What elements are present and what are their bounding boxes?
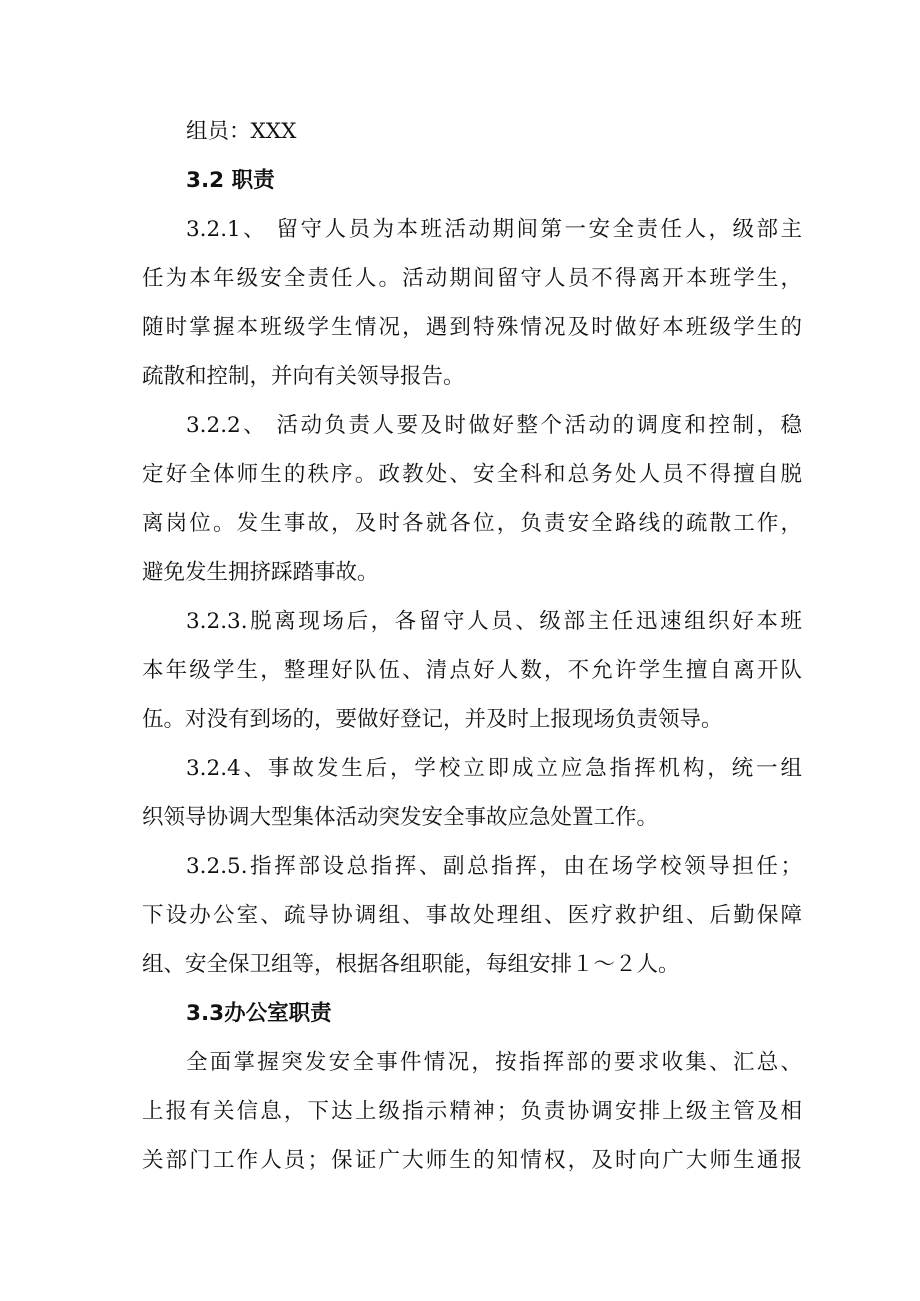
paragraph-3-3-line: 上报有关信息，下达上级指示精神；负责协调安排上级主管及相 bbox=[142, 1099, 802, 1124]
paragraph-3-2-4-line: 3.2.4、事故发生后，学校立即成立应急指挥机构，统一组 bbox=[186, 756, 802, 781]
section-heading-3-3: 3.3办公室职责 bbox=[186, 1001, 332, 1026]
paragraph-3-2-5-line: 下设办公室、疏导协调组、事故处理组、医疗救护组、后勤保障 bbox=[142, 903, 802, 928]
paragraph-3-2-2-line: 定好全体师生的秩序。政教处、安全科和总务处人员不得擅自脱 bbox=[142, 462, 802, 487]
paragraph-3-2-1-line: 随时掌握本班级学生情况，遇到特殊情况及时做好本班级学生的 bbox=[142, 315, 802, 340]
paragraph-3-2-2-line: 3.2.2、 活动负责人要及时做好整个活动的调度和控制，稳 bbox=[186, 413, 802, 438]
paragraph-3-3-line: 全面掌握突发安全事件情况，按指挥部的要求收集、汇总、 bbox=[186, 1050, 802, 1075]
section-heading-3-2: 3.2 职责 bbox=[186, 168, 275, 193]
paragraph-3-2-5-line: 组、安全保卫组等，根据各组职能，每组安排１～２人。 bbox=[142, 952, 680, 977]
paragraph-3-2-1-line: 任为本年级安全责任人。活动期间留守人员不得离开本班学生， bbox=[142, 266, 802, 291]
paragraph-3-2-2-line: 避免发生拥挤踩踏事故。 bbox=[142, 560, 379, 585]
paragraph-3-2-5-line: 3.2.5.指挥部设总指挥、副总指挥，由在场学校领导担任； bbox=[186, 854, 802, 879]
paragraph-3-2-2-line: 离岗位。发生事故，及时各就各位，负责安全路线的疏散工作， bbox=[142, 511, 802, 536]
paragraph-3-3-line: 关部门工作人员；保证广大师生的知情权，及时向广大师生通报 bbox=[142, 1148, 802, 1173]
paragraph-3-2-1-line: 疏散和控制，并向有关领导报告。 bbox=[142, 364, 465, 389]
member-line: 组员：XXX bbox=[186, 119, 297, 144]
paragraph-3-2-1-line: 3.2.1、 留守人员为本班活动期间第一安全责任人，级部主 bbox=[186, 217, 802, 242]
paragraph-3-2-4-line: 织领导协调大型集体活动突发安全事故应急处置工作。 bbox=[142, 805, 659, 830]
paragraph-3-2-3-line: 3.2.3.脱离现场后，各留守人员、级部主任迅速组织好本班 bbox=[186, 609, 802, 634]
paragraph-3-2-3-line: 伍。对没有到场的，要做好登记，并及时上报现场负责领导。 bbox=[142, 707, 723, 732]
paragraph-3-2-3-line: 本年级学生，整理好队伍、清点好人数，不允许学生擅自离开队 bbox=[142, 658, 802, 683]
